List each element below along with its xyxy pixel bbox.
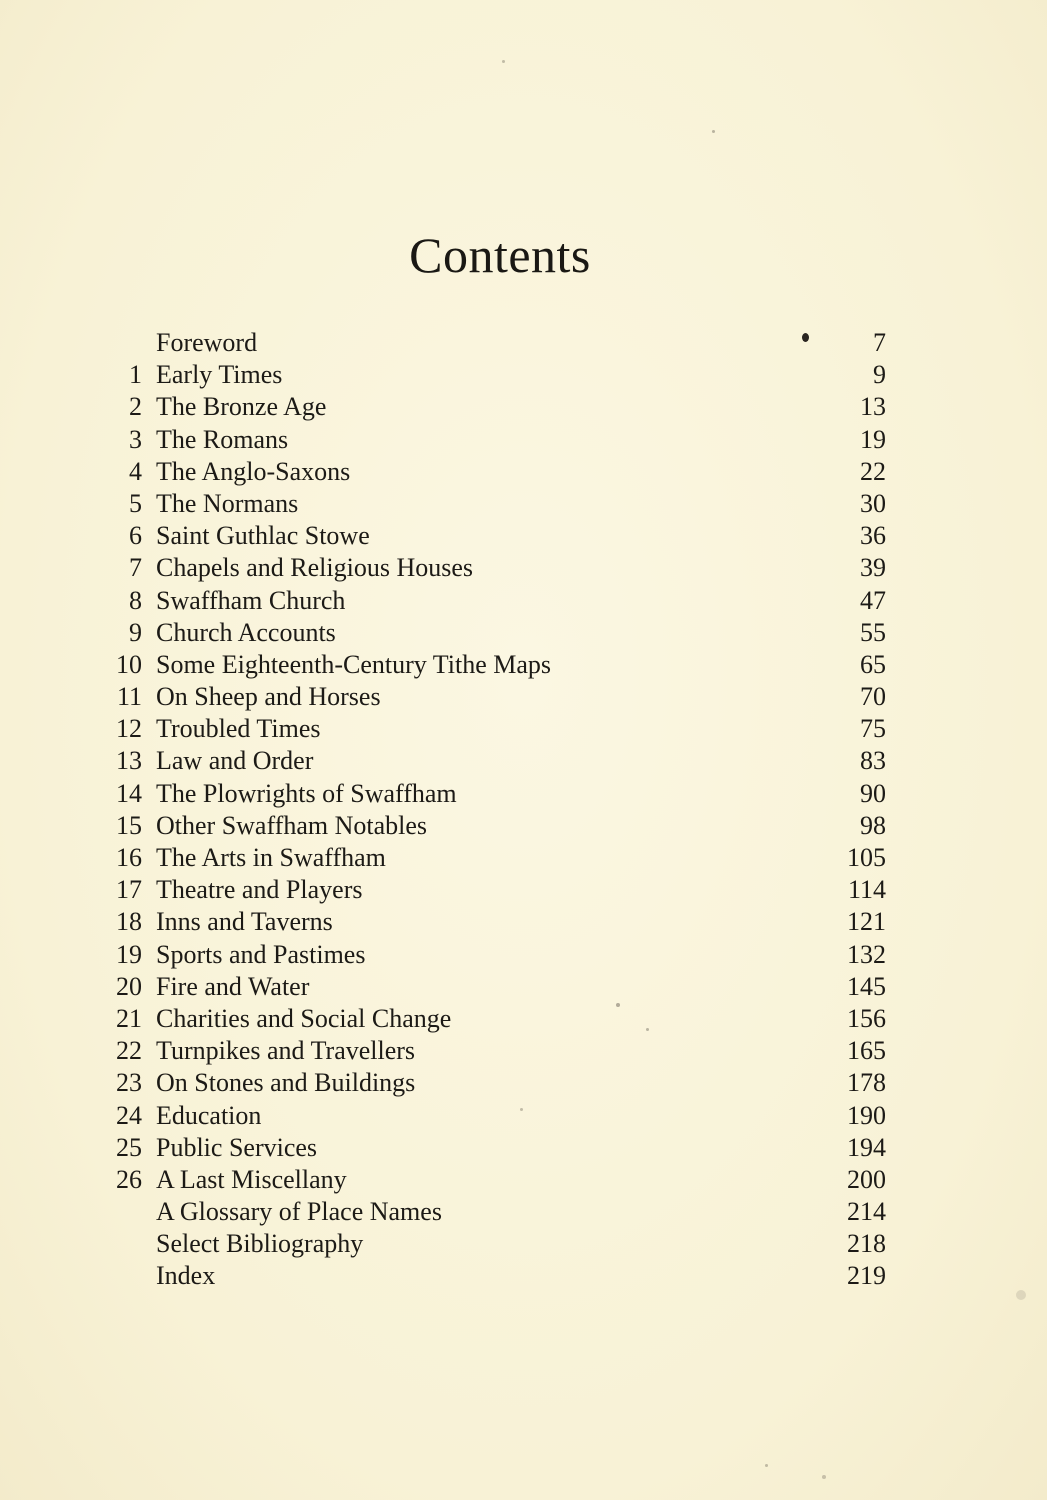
- toc-entry: [108, 359, 890, 391]
- page-number: 47: [860, 585, 886, 615]
- toc-entry: [108, 617, 890, 649]
- chapter-number: 19: [116, 939, 142, 969]
- chapter-number: 14: [116, 778, 142, 808]
- chapter-title: Inns and Taverns: [156, 907, 333, 937]
- toc-entry: [108, 585, 890, 617]
- chapter-title: Church Accounts: [156, 617, 336, 647]
- chapter-title: Fire and Water: [156, 971, 310, 1001]
- toc-entry: [108, 1132, 890, 1164]
- chapter-number: 3: [129, 424, 142, 454]
- chapter-title: Charities and Social Change: [156, 1003, 452, 1033]
- chapter-title: Some Eighteenth-Century Tithe Maps: [156, 649, 552, 679]
- chapter-title: On Sheep and Horses: [156, 682, 381, 712]
- paper-speck: [646, 1028, 649, 1031]
- chapter-title: The Plowrights of Swaffham: [156, 778, 457, 808]
- ink-speck: [802, 333, 809, 342]
- toc-entry: [108, 327, 890, 359]
- chapter-number: 22: [116, 1036, 142, 1066]
- paper-speck: [502, 60, 505, 63]
- page-number: 7: [873, 328, 886, 357]
- chapter-number: 23: [116, 1068, 142, 1098]
- paper-speck: [822, 1475, 826, 1479]
- page-number: 214: [847, 1197, 886, 1227]
- toc-entry: [108, 939, 890, 971]
- chapter-number: 25: [116, 1132, 142, 1162]
- chapter-title: Sports and Pastimes: [156, 939, 366, 969]
- chapter-number: 18: [116, 907, 142, 937]
- paper-speck: [1016, 1290, 1026, 1300]
- page-number: 145: [847, 971, 886, 1001]
- toc-entry: [108, 874, 890, 906]
- chapter-number: 15: [116, 810, 142, 840]
- chapter-number: 12: [116, 714, 142, 744]
- toc-entry: [108, 456, 890, 488]
- chapter-number: 13: [116, 746, 142, 776]
- toc-entry: [108, 681, 890, 713]
- chapter-title: Theatre and Players: [156, 875, 363, 905]
- chapter-number: 2: [129, 392, 142, 422]
- paper-speck: [616, 1003, 620, 1007]
- page-title: Contents: [409, 227, 591, 283]
- toc-entry: [108, 1228, 890, 1260]
- page-number: 218: [847, 1229, 886, 1259]
- chapter-title: Turnpikes and Travellers: [156, 1036, 416, 1066]
- page-number: 156: [847, 1003, 886, 1033]
- page-number: 132: [847, 939, 886, 969]
- page-number: 70: [860, 682, 886, 712]
- chapter-number: 26: [116, 1164, 142, 1194]
- chapter-number: 11: [116, 682, 142, 712]
- page-number: 55: [860, 617, 886, 647]
- toc-entry: [108, 971, 890, 1003]
- paper-speck: [712, 130, 715, 133]
- chapter-title: Early Times: [156, 360, 283, 390]
- chapter-title: A Last Miscellany: [156, 1164, 347, 1194]
- chapter-number: 4: [129, 456, 142, 486]
- chapter-title: The Arts in Swaffham: [156, 843, 386, 872]
- paper-speck: [520, 1108, 523, 1111]
- table-of-contents: [108, 327, 890, 1293]
- page-number: 22: [860, 456, 886, 486]
- chapter-title: The Romans: [156, 424, 289, 454]
- page-number: 105: [847, 843, 886, 872]
- toc-entry: [108, 906, 890, 938]
- chapter-number: 16: [116, 843, 142, 872]
- toc-entry: [108, 424, 890, 456]
- chapter-title: Education: [156, 1100, 262, 1130]
- toc-entry: [108, 1035, 890, 1067]
- page-number: 65: [860, 649, 886, 679]
- toc-entry: [108, 1003, 890, 1035]
- toc-entry: [108, 842, 890, 874]
- chapter-title: Swaffham Church: [156, 585, 346, 615]
- chapter-title: Chapels and Religious Houses: [156, 553, 474, 583]
- chapter-number: 24: [116, 1100, 142, 1130]
- page-number: 39: [860, 553, 886, 583]
- page-number: 75: [860, 714, 886, 744]
- chapter-number: 10: [116, 649, 142, 679]
- chapter-title: Foreword: [156, 328, 258, 357]
- chapter-title: Select Bibliography: [156, 1229, 364, 1259]
- chapter-number: 17: [116, 875, 142, 905]
- chapter-title: The Normans: [156, 488, 299, 518]
- toc-entry: [108, 1260, 890, 1292]
- page-number: 114: [847, 875, 886, 905]
- page-number: 83: [860, 746, 886, 776]
- page-number: 165: [847, 1036, 886, 1066]
- page-number: 9: [873, 360, 886, 390]
- chapter-number: 5: [129, 488, 142, 518]
- toc-entry: [108, 552, 890, 584]
- chapter-title: Other Swaffham Notables: [156, 810, 428, 840]
- toc-entry: [108, 745, 890, 777]
- chapter-number: 9: [129, 617, 142, 647]
- chapter-title: Law and Order: [156, 746, 314, 776]
- toc-entry: [108, 520, 890, 552]
- page-number: 200: [847, 1164, 886, 1194]
- page-number: 90: [860, 778, 886, 808]
- page-number: 121: [847, 907, 886, 937]
- toc-entry: [108, 713, 890, 745]
- toc-entry: [108, 1164, 890, 1196]
- page-number: 219: [847, 1261, 886, 1291]
- chapter-title: A Glossary of Place Names: [156, 1197, 442, 1227]
- chapter-title: Index: [156, 1261, 216, 1291]
- chapter-number: 20: [116, 971, 142, 1001]
- page-number: 194: [847, 1132, 886, 1162]
- toc-entry: [108, 391, 890, 423]
- toc-entry: [108, 778, 890, 810]
- toc-entry: [108, 649, 890, 681]
- chapter-title: On Stones and Buildings: [156, 1068, 416, 1098]
- toc-entry: [108, 1067, 890, 1099]
- chapter-title: Saint Guthlac Stowe: [156, 521, 370, 551]
- page-number: 19: [860, 424, 886, 454]
- toc-entry: [108, 1196, 890, 1228]
- chapter-number: 1: [129, 360, 142, 390]
- paper-speck: [765, 1464, 768, 1467]
- page-number: 30: [860, 488, 886, 518]
- toc-entry: [108, 1100, 890, 1132]
- chapter-number: 21: [116, 1003, 142, 1033]
- chapter-title: The Bronze Age: [156, 392, 327, 422]
- page-number: 98: [860, 810, 886, 840]
- page-number: 190: [847, 1100, 886, 1130]
- chapter-title: The Anglo-Saxons: [156, 456, 351, 486]
- page-number: 36: [860, 521, 886, 551]
- chapter-number: 6: [129, 521, 142, 551]
- page-number: 13: [860, 392, 886, 422]
- toc-entry: [108, 810, 890, 842]
- page-number: 178: [847, 1068, 886, 1098]
- toc-entry: [108, 488, 890, 520]
- chapter-number: 7: [129, 553, 142, 583]
- chapter-title: Troubled Times: [156, 714, 321, 744]
- chapter-title: Public Services: [156, 1132, 318, 1162]
- chapter-number: 8: [129, 585, 142, 615]
